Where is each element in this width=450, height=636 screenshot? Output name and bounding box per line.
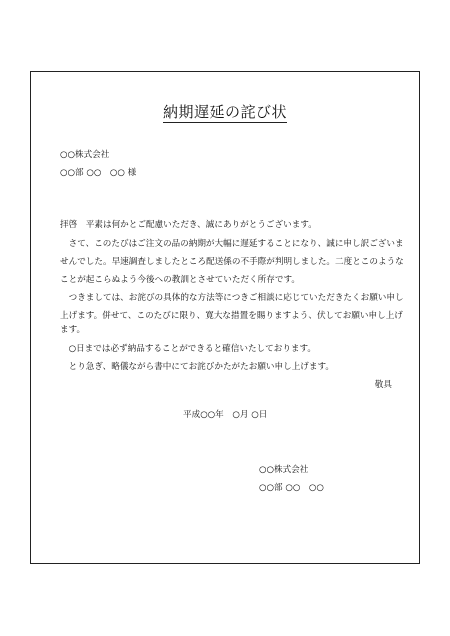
body-line: さて、このたびはご注文の品の納期が大幅に遅延することになり、誠に申し訳ございま xyxy=(60,239,404,249)
recipient-person: ○○部 ○○ ○○ 様 xyxy=(60,168,137,178)
body-line: ことが起こらぬよう今後への教訓とさせていただく所存です。 xyxy=(60,275,300,285)
document-title-text: 納期遅延の詫び状 xyxy=(162,103,287,121)
document-title xyxy=(0,101,450,122)
body-line: とり急ぎ、略儀ながら書中にてお詫びかたがたお願い申し上げます。 xyxy=(60,362,334,372)
recipient-company: ○○株式会社 xyxy=(60,150,110,160)
sender-company: ○○株式会社 xyxy=(259,465,309,475)
letter-date: 平成○○年 ○月 ○日 xyxy=(183,410,268,420)
body-line: 上げます。併せて、このたびに限り、寛大な措置を賜りますよう、伏してお願い申し上げ xyxy=(60,311,403,321)
sender-person: ○○部 ○○ ○○ xyxy=(259,483,324,493)
body-line: せんでした。早速調査しましたところ配送係の不手際が判明しました。二度とこのような xyxy=(60,257,404,267)
body-line: 拝啓 平素は何かとご配慮いただき、誠にありがとうございます。 xyxy=(60,220,317,230)
body-line: ます。 xyxy=(60,325,86,335)
body-line: ○日までは必ず納品することができると確信いたしております。 xyxy=(60,344,317,354)
closing-word: 敬具 xyxy=(374,380,392,390)
body-line: つきましては、お詫びの具体的な方法等につきご相談に応じていただきたくお願い申し xyxy=(60,293,404,303)
